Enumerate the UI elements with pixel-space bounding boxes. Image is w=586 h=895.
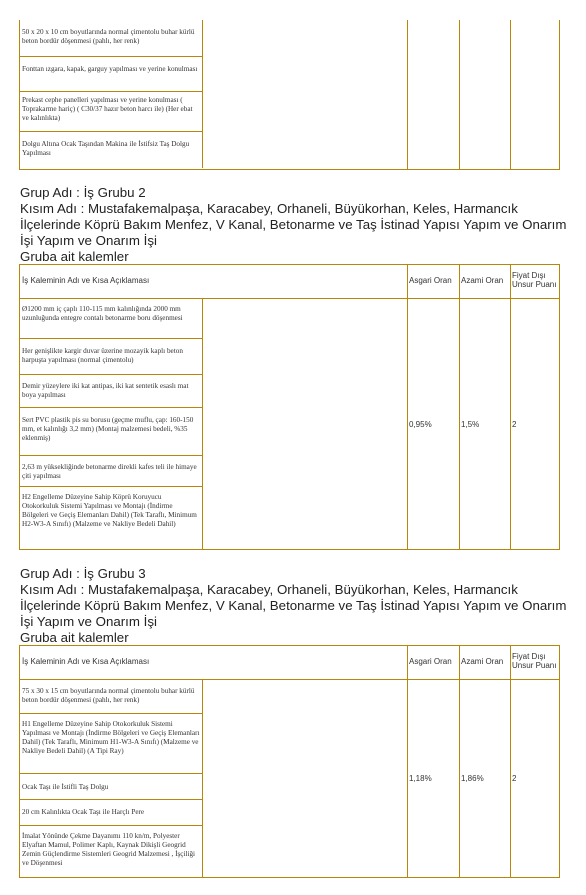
table-row: 50 x 20 x 10 cm boyutlarında normal çimentolu buhar kürlü beton bordür döşenmesi (pahlı, her renk) [20,20,202,57]
table-row: Prekast cephe panelleri yapılması ve yerine konulması ( Toprakarme hariç) ( C30/37 hazır beton harcı ile) (Her ebat ve kalınlıkta) [20,92,202,132]
header-max-rate: Azami Oran [461,657,504,666]
items-column [20,299,203,549]
col-divider [459,20,460,169]
header-description: İş Kaleminin Adı ve Kısa Açıklaması [22,276,150,285]
col-divider [407,265,408,549]
header-min-rate: Asgari Oran [409,657,452,666]
header-description: İş Kaleminin Adı ve Kısa Açıklaması [22,657,150,666]
min-rate-value: 1,18% [409,774,432,783]
min-rate-value: 0,95% [409,420,432,429]
header-max-rate: Azami Oran [461,276,504,285]
col-divider [510,646,511,877]
score-value: 2 [512,774,517,783]
group-items-title: Gruba ait kalemler [20,630,129,645]
top-table [19,20,560,170]
header-non-price-score: Fiyat Dışı Unsur Puanı [512,271,557,289]
table-row: 20 cm Kalınlıkta Ocak Taşı ile Harçlı Pere [20,800,202,826]
table-row: Demir yüzeylere iki kat antipas, iki kat sentetik esaslı mat boya yapılması [20,375,202,408]
group-heading [20,185,570,265]
col-divider [459,265,460,549]
group-items-title: Gruba ait kalemler [20,249,129,264]
col-divider [459,646,460,877]
group-name: Grup Adı : İş Grubu 3 [20,566,146,581]
table-row: Ocak Taşı ile İstifli Taş Dolgu [20,774,202,800]
max-rate-value: 1,5% [461,420,480,429]
table-row: Dolgu Altına Ocak Taşından Makina ile İstifsiz Taş Dolgu Yapılması [22,140,190,157]
table-row: H1 Engelleme Düzeyine Sahip Otokorkuluk Sistemi Yapılması ve Montajı (İndirme Bölgeleri ve Geçiş Elemanları Dahil) (Tek Taraflı, Minimum H1-W3-A Sınıfı) (Malzeme ve Nakliye Bedeli Dahil) (A Tipi Ray) [20,714,202,774]
col-divider [407,646,408,877]
table-header [20,265,559,299]
group-2-table [19,264,560,550]
table-row: 75 x 30 x 15 cm boyutlarında normal çimentolu buhar kürlü beton bordür döşenmesi (pahlı, her renk) [20,680,202,714]
score-value: 2 [512,420,517,429]
section-name: Kısım Adı : Mustafakemalpaşa, Karacabey, Orhaneli, Büyükorhan, Keles, Harmancık İlçelerinde Köprü Bakım Menfez, V Kanal, Betonarme ve Taş İstinad Yapısı Yapım ve Onarım İşi Yapım ve Onarım İşi [20,582,567,629]
table-row: Sert PVC plastik pis su borusu (geçme muflu, çap: 160-150 mm, et kalınlığı 3,2 mm) (Montaj malzemesi bedeli, %35 eklenmiş) [20,408,202,456]
items-column [20,20,203,168]
group-heading [20,566,570,646]
table-row: Fonttan ızgara, kapak, garguy yapılması ve yerine konulması [20,57,202,92]
header-non-price-score: Fiyat Dışı Unsur Puanı [512,652,557,670]
table-row: Ø1200 mm iç çaplı 110-115 mm kalınlığında 2000 mm uzunluğunda entegre contalı betonarme boru döşenmesi [20,299,202,339]
table-row: Her genişlikte kargir duvar üzerine mozayik kaplı beton harpuşta yapılması (normal çimentolu) [20,339,202,375]
col-divider [510,265,511,549]
table-row: H2 Engelleme Düzeyine Sahip Köprü Koruyucu Otokorkuluk Sistemi Yapılması ve Montajı (İndirme Bölgeleri ve Geçiş Elemanları Dahil) (Tek Taraflı, Minimum H2-W3-A Sınıfı) (Malzeme ve Nakliye Bedeli Dahil) [22,493,197,528]
group-3-table [19,645,560,878]
table-row: İmalat Yönünde Çekme Dayanımı 110 kn/m, Polyester Elyaftan Mamul, Polimer Kaplı, Kaynak Dikişli Geogrid Zemin Güçlendirme Sistemleri Geogrid Malzemesi , İşçiliği ve Döşenmesi [22,832,196,867]
max-rate-value: 1,86% [461,774,484,783]
items-column [20,680,203,877]
header-min-rate: Asgari Oran [409,276,452,285]
group-name: Grup Adı : İş Grubu 2 [20,185,146,200]
col-divider [407,20,408,169]
col-divider [510,20,511,169]
table-header [20,646,559,680]
section-name: Kısım Adı : Mustafakemalpaşa, Karacabey, Orhaneli, Büyükorhan, Keles, Harmancık İlçelerinde Köprü Bakım Menfez, V Kanal, Betonarme ve Taş İstinad Yapısı Yapım ve Onarım İşi Yapım ve Onarım İşi [20,201,567,248]
table-row: 2,63 m yüksekliğinde betonarme direkli kafes teli ile himaye çiti yapılması [20,456,202,487]
